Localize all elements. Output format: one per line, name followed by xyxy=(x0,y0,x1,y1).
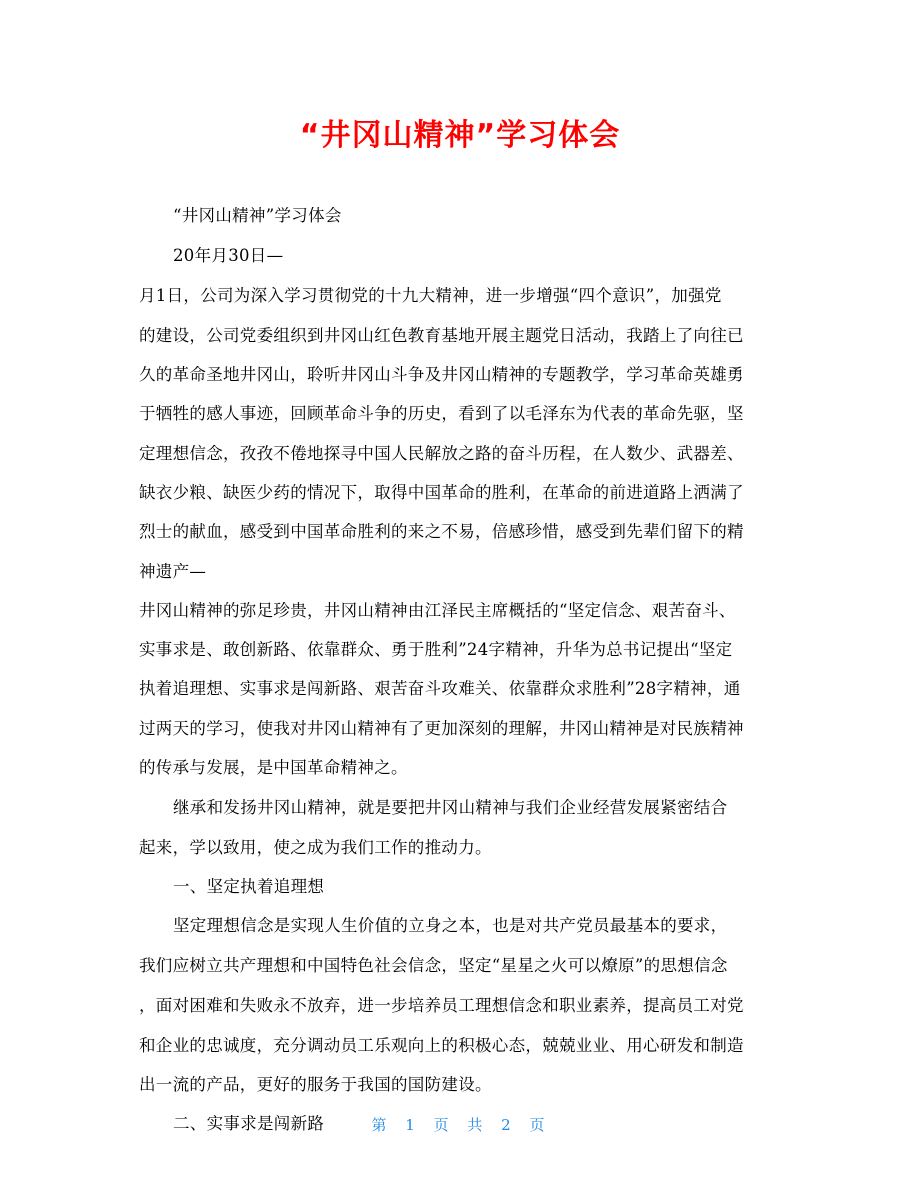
paragraph-line: “井冈山精神”学习体会 xyxy=(173,206,342,225)
paragraph-line: 神遗产— xyxy=(139,562,207,581)
paragraph-line: 我们应树立共产理想和中国特色社会信念，坚定“星星之火可以燎原”的思想信念 xyxy=(139,956,728,975)
paragraph-line: 出一流的产品，更好的服务于我国的国防建设。 xyxy=(139,1075,492,1094)
paragraph-line: 过两天的学习，使我对井冈山精神有了更加深刻的理解，井冈山精神是对民族精神 xyxy=(139,719,744,738)
paragraph-line: 定理想信念，孜孜不倦地探寻中国人民解放之路的奋斗历程，在人数少、武器差、 xyxy=(139,444,744,463)
paragraph-line: 二、实事求是闯新路 xyxy=(173,1114,325,1133)
paragraph-line: 久的革命圣地井冈山，聆听井冈山斗争及井冈山精神的专题教学，学习革命英雄勇 xyxy=(139,365,744,384)
paragraph-line: ，面对困难和失败永不放弃，进一步培养员工理想信念和职业素养，提高员工对党 xyxy=(139,996,744,1015)
paragraph-line: 实事求是、敢创新路、依靠群众、勇于胜利”24字精神，升华为总书记提出“坚定 xyxy=(139,640,733,659)
paragraph-line: 的传承与发展，是中国革命精神之。 xyxy=(139,758,408,777)
paragraph-line: 一、坚定执着追理想 xyxy=(173,877,325,896)
paragraph-line: 执着追理想、实事求是闯新路、艰苦奋斗攻难关、依靠群众求胜利”28字精神，通 xyxy=(139,679,741,698)
paragraph-line: 继承和发扬井冈山精神，就是要把井冈山精神与我们企业经营发展紧密结合 xyxy=(173,798,728,817)
paragraph-line: 起来，学以致用，使之成为我们工作的推动力。 xyxy=(139,838,492,857)
paragraph-line: 缺衣少粮、缺医少药的情况下，取得中国革命的胜利，在革命的前进道路上洒满了 xyxy=(139,483,744,502)
paragraph-line: 月1日，公司为深入学习贯彻党的十九大精神，进一步增强“四个意识”，加强党 xyxy=(139,286,722,305)
paragraph-line: 于牺牲的感人事迹，回顾革命斗争的历史，看到了以毛泽东为代表的革命先驱，坚 xyxy=(139,404,744,423)
document-title: “井冈山精神”学习体会 xyxy=(299,118,621,153)
paragraph-line: 井冈山精神的弥足珍贵，井冈山精神由江泽民主席概括的“坚定信念、艰苦奋斗、 xyxy=(139,601,736,620)
paragraph-line: 的建设，公司党委组织到井冈山红色教育基地开展主题党日活动，我踏上了向往已 xyxy=(139,326,744,345)
paragraph-line: 坚定理想信念是实现人生价值的立身之本，也是对共产党员最基本的要求， xyxy=(173,916,728,935)
paragraph-line: 20年月30日— xyxy=(173,246,284,265)
paragraph-line: 和企业的忠诚度，充分调动员工乐观向上的积极心态，兢兢业业、用心研发和制造 xyxy=(139,1036,744,1055)
paragraph-line: 烈士的献血，感受到中国革命胜利的来之不易，倍感珍惜，感受到先辈们留下的精 xyxy=(139,522,744,541)
page-number: 第 1 页 共 2 页 xyxy=(371,1116,549,1134)
